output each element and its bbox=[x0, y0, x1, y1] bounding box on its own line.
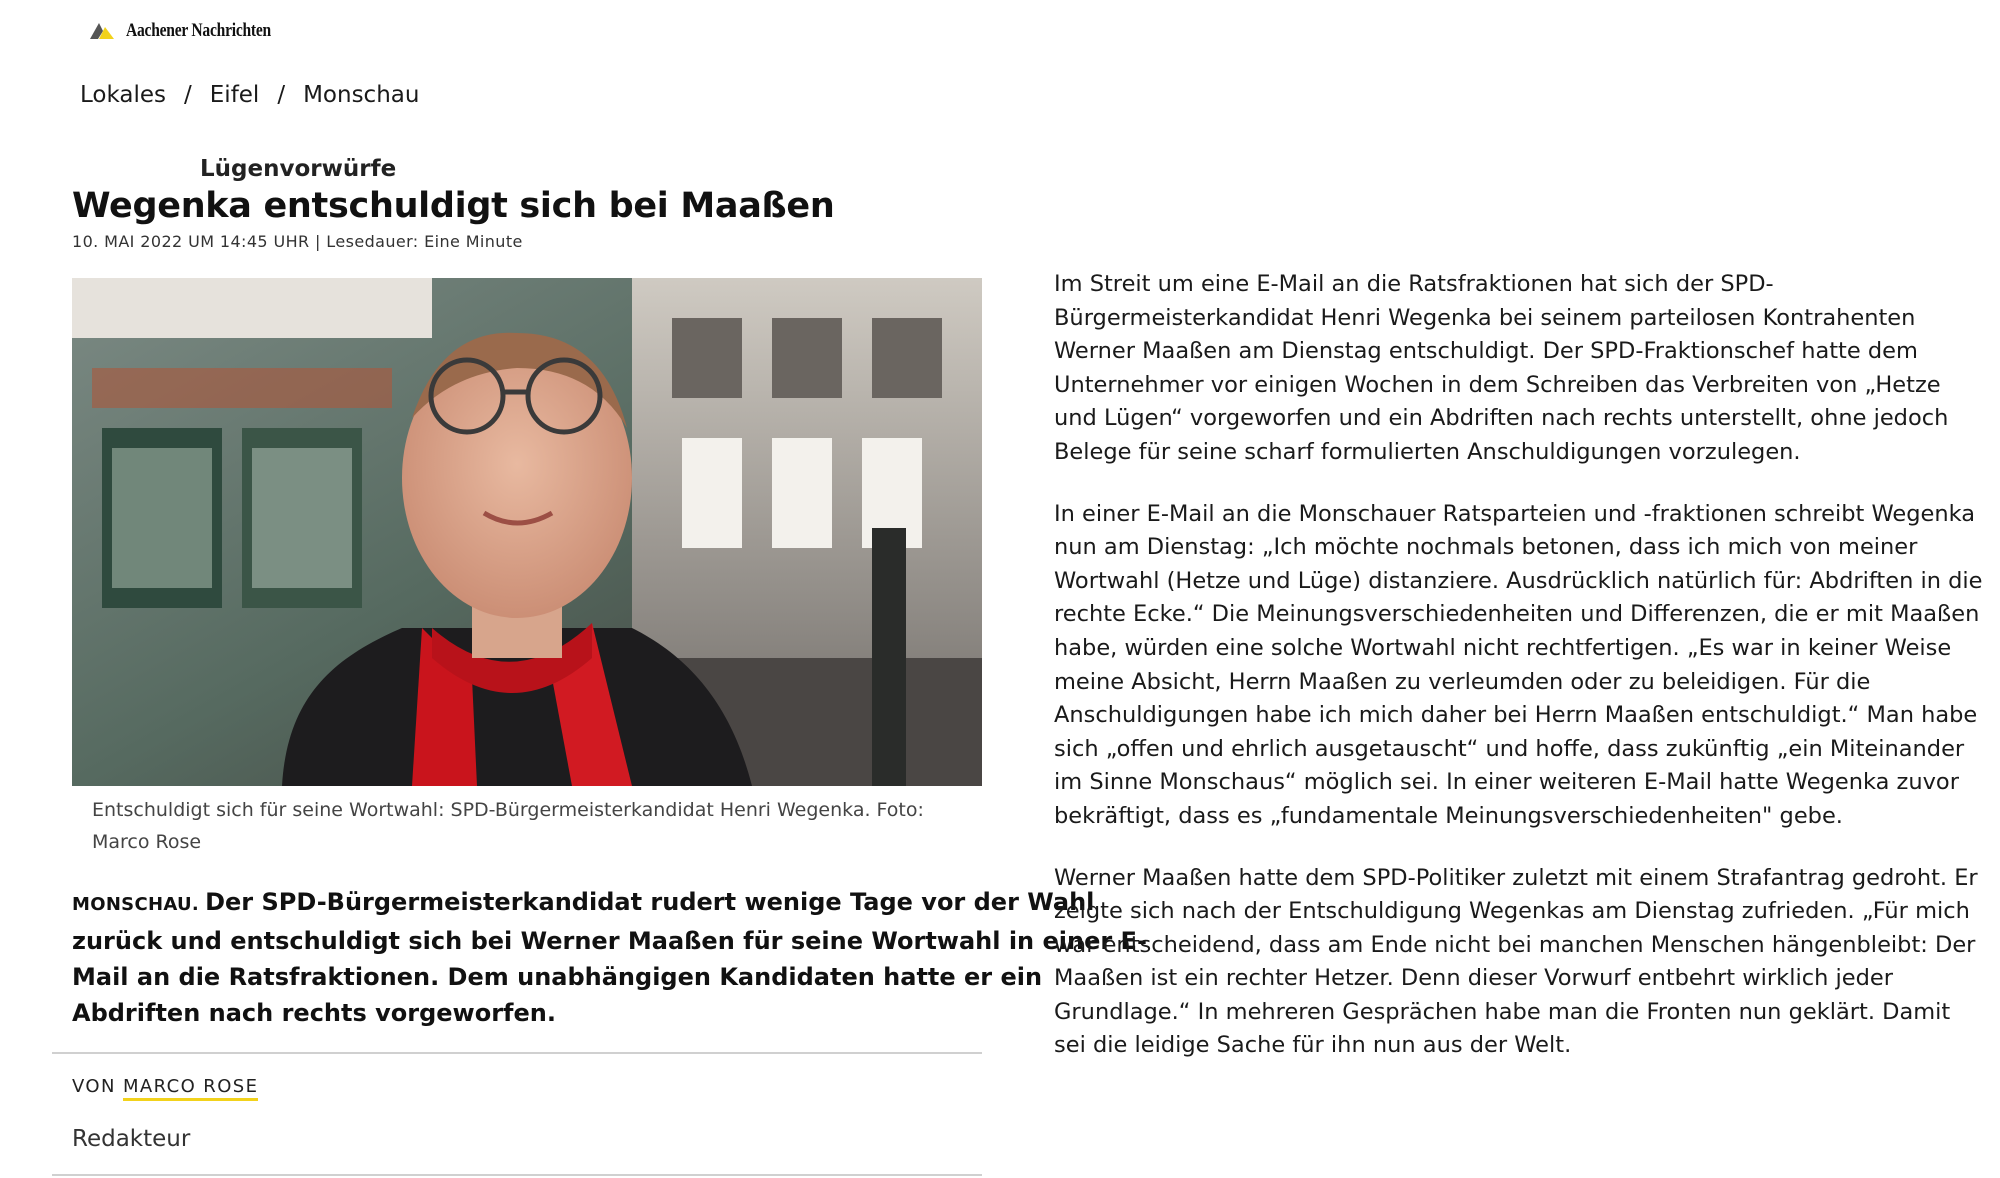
author-role: Redakteur bbox=[72, 1126, 191, 1152]
lead-line bbox=[72, 884, 1095, 923]
breadcrumb-item-eifel[interactable]: Eifel bbox=[209, 82, 260, 108]
author-link[interactable]: MARCO ROSE bbox=[123, 1076, 258, 1101]
article-meta: 10. MAI 2022 UM 14:45 UHR | Lesedauer: Eine Minute bbox=[72, 232, 523, 251]
author-byline bbox=[72, 1076, 258, 1097]
body-paragraph: In einer E-Mail an die Monschauer Ratsparteien und -fraktionen schreibt Wegenka nun am Dienstag: „Ich möchte nochmals betonen, dass ich mich von meiner Wortwahl (Hetze und Lüge) distanziere. Ausdrücklich natürlich für: Abdriften in die rechte Ecke.“ Die Meinungsverschiedenheiten und Differenzen, die er mit Maaßen habe, würden eine solche Wortwahl nicht rechtfertigen. „Es war in keiner Weise meine Absicht, Herrn Maaßen zu verleumden oder zu beleidigen. Für die Anschuldigungen habe ich mich daher bei Herrn Maaßen entschuldigt.“ Man habe sich „offen und ehrlich ausgetauscht“ und hoffe, dass zukünftig „ein Miteinander im Sinne Monschaus“ möglich sei. In einer weiteren E-Mail hatte Wegenka zuvor bekräftigt, dass es „fundamentale Meinungsverschiedenheiten" gebe. bbox=[1054, 500, 1983, 829]
lead-text: Der SPD-Bürgermeisterkandidat rudert wenige Tage vor der Wahl bbox=[205, 888, 1095, 916]
breadcrumb-item-monschau[interactable]: Monschau bbox=[303, 82, 420, 108]
article-body bbox=[1054, 268, 1984, 1091]
divider bbox=[52, 1174, 982, 1176]
article-kicker: Lügenvorwürfe bbox=[200, 156, 397, 182]
brand-name: Aachener Nachrichten bbox=[126, 20, 271, 41]
logo-icon bbox=[90, 21, 116, 41]
article-photo[interactable] bbox=[72, 278, 982, 786]
dateline: MONSCHAU. bbox=[72, 894, 200, 915]
body-paragraph: Im Streit um eine E-Mail an die Ratsfraktionen hat sich der SPD-Bürgermeisterkandidat Henri Wegenka bei seinem parteilosen Kontrahenten Werner Maaßen am Dienstag entschuldigt. Der SPD-Fraktionschef hatte dem Unternehmer vor einigen Wochen in dem Schreiben das Verbreiten von „Hetze und Lügen“ vorgeworfen und ein Abdriften nach rechts unterstellt, ohne jedoch Belege für seine scharf formulierten Anschuldigungen vorzulegen. bbox=[1054, 271, 1949, 465]
body-paragraph: Werner Maaßen hatte dem SPD-Politiker zuletzt mit einem Strafantrag gedroht. Er zeigte sich nach der Entschuldigung Wegenkas am Dienstag zufrieden. „Für mich war entscheidend, dass am Ende nicht bei manchen Menschen hängenbleibt: Der Maaßen ist ein rechter Hetzer. Denn dieser Vorwurf entbehrt wirklich jeder Grundlage.“ In mehreren Gesprächen habe man die Fronten nun geklärt. Damit sei die leidige Sache für ihn nun aus der Welt. bbox=[1054, 864, 1978, 1059]
breadcrumb-separator: / bbox=[184, 82, 192, 108]
site-logo-link[interactable] bbox=[90, 20, 303, 42]
article-headline: Wegenka entschuldigt sich bei Maaßen bbox=[72, 186, 835, 226]
portrait-photo-illustration bbox=[72, 278, 982, 786]
breadcrumb-separator: / bbox=[277, 82, 286, 108]
divider bbox=[52, 1052, 982, 1054]
lead-line: Abdriften nach rechts vorgeworfen. bbox=[72, 999, 556, 1027]
breadcrumb-item-lokales[interactable]: Lokales bbox=[80, 82, 167, 108]
image-caption: Entschuldigt sich für seine Wortwahl: SPD-Bürgermeisterkandidat Henri Wegenka. Foto: Marco Rose bbox=[92, 799, 924, 853]
article-lead bbox=[72, 884, 1147, 1031]
site-header bbox=[90, 16, 303, 46]
lead-line: Mail an die Ratsfraktionen. Dem unabhängigen Kandidaten hatte er ein bbox=[72, 963, 1043, 991]
breadcrumb bbox=[80, 82, 419, 108]
lead-line: zurück und entschuldigt sich bei Werner Maaßen für seine Wortwahl in einer E- bbox=[72, 927, 1147, 955]
author-prefix: VON bbox=[72, 1076, 116, 1097]
